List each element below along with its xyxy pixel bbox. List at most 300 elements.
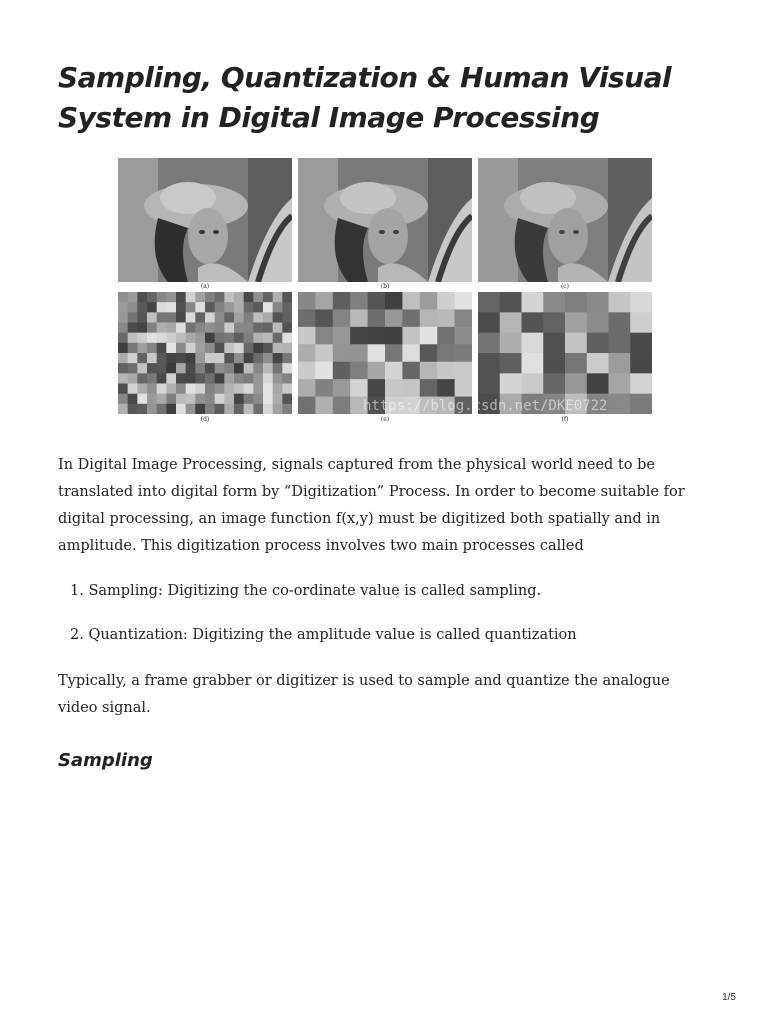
pixel-block: [176, 404, 186, 414]
pixel-block: [157, 363, 167, 374]
pixel-block: [147, 292, 157, 303]
pixel-block: [263, 292, 273, 303]
pixel-block: [166, 404, 176, 414]
section-heading-sampling: Sampling: [58, 750, 153, 771]
pixel-block: [273, 292, 283, 303]
pixel-block: [147, 373, 157, 384]
pixel-block: [273, 394, 283, 405]
pixel-block: [368, 292, 386, 310]
pixel-block: [186, 384, 196, 395]
pixel-block: [195, 302, 205, 313]
pixel-block: [455, 327, 472, 345]
pixel-block: [385, 344, 403, 362]
pixel-block: [128, 404, 138, 414]
pixel-block: [350, 344, 368, 362]
pixel-block: [137, 373, 147, 384]
pixel-block: [253, 404, 263, 414]
pixel-block: [263, 343, 273, 354]
caption-d: (d): [200, 416, 210, 423]
pixel-block: [315, 344, 333, 362]
pixel-block: [128, 323, 138, 334]
pixel-block: [118, 363, 128, 374]
pixel-block: [234, 394, 244, 405]
pixel-block: [244, 323, 254, 334]
caption-c: (c): [560, 283, 570, 290]
pixel-block: [157, 292, 167, 303]
pixel-block: [137, 363, 147, 374]
pixel-block: [205, 292, 215, 303]
pixel-block: [157, 384, 167, 395]
pixel-block: [215, 312, 225, 323]
pixel-block: [244, 333, 254, 344]
pixel-block: [500, 292, 522, 313]
caption-f: (f): [561, 416, 569, 423]
pixel-block: [224, 373, 234, 384]
pixel-block: [630, 292, 652, 313]
pixel-block: [565, 292, 587, 313]
pixel-block: [402, 379, 420, 397]
pixel-block: [234, 333, 244, 344]
caption-a: (a): [200, 283, 210, 290]
pixel-block: [205, 404, 215, 414]
pixel-block: [420, 379, 438, 397]
pixel-block: [437, 309, 455, 327]
pixel-block: [137, 323, 147, 334]
pixel-block: [500, 373, 522, 394]
pixel-block: [253, 333, 263, 344]
pixel-block: [244, 343, 254, 354]
pixel-block: [137, 292, 147, 303]
pixel-block: [522, 373, 544, 394]
pixel-block: [385, 379, 403, 397]
pixel-block: [234, 373, 244, 384]
pixel-block: [195, 292, 205, 303]
pixel-block: [333, 362, 351, 380]
pixel-block: [244, 384, 254, 395]
pixel-block: [609, 312, 631, 333]
pixel-block: [195, 363, 205, 374]
pixel-block: [253, 394, 263, 405]
pixel-block: [166, 323, 176, 334]
pixel-block: [137, 302, 147, 313]
pixel-block: [224, 292, 234, 303]
pixel-block: [437, 344, 455, 362]
figure-panel-c: [478, 158, 652, 282]
pixel-block: [224, 384, 234, 395]
pixel-block: [205, 353, 215, 364]
pixel-block: [587, 292, 609, 313]
pixel-block: [282, 373, 292, 384]
pixel-block: [263, 312, 273, 323]
pixel-block: [147, 384, 157, 395]
pixel-block: [298, 362, 316, 380]
pixel-block: [282, 394, 292, 405]
pixel-block: [166, 343, 176, 354]
figure-watermark: https://blog.csdn.net/DKE0722: [363, 398, 608, 414]
list-item-quantization: 2. Quantization: Digitizing the amplitude value is called quantization: [70, 627, 577, 643]
pixel-block: [205, 373, 215, 384]
pixel-block: [478, 312, 500, 333]
pixel-block: [273, 373, 283, 384]
pixel-block: [176, 292, 186, 303]
pixel-block: [402, 327, 420, 345]
pixel-block: [205, 394, 215, 405]
pixel-block: [587, 312, 609, 333]
pixel-block: [478, 333, 500, 354]
pixel-block: [137, 353, 147, 364]
pixel-block: [157, 312, 167, 323]
pixel-block: [128, 292, 138, 303]
pixel-block: [176, 384, 186, 395]
pixel-block: [385, 292, 403, 310]
pixel-block: [282, 363, 292, 374]
pixel-block: [315, 309, 333, 327]
pixel-block: [263, 404, 273, 414]
pixel-block: [224, 404, 234, 414]
pixel-block: [253, 373, 263, 384]
pixel-block: [315, 362, 333, 380]
pixel-block: [186, 302, 196, 313]
pixel-block: [368, 309, 386, 327]
pixel-block: [186, 323, 196, 334]
pixel-block: [195, 384, 205, 395]
pixel-block: [609, 394, 631, 414]
pixel-block: [234, 353, 244, 364]
pixel-block: [205, 343, 215, 354]
pixel-block: [176, 302, 186, 313]
pixel-block: [282, 333, 292, 344]
pixel-block: [118, 404, 128, 414]
pixel-block: [118, 394, 128, 405]
pixel-block: [147, 343, 157, 354]
pixel-block: [298, 309, 316, 327]
pixel-block: [565, 353, 587, 374]
pixel-block: [195, 404, 205, 414]
pixel-block: [333, 327, 351, 345]
pixel-block: [147, 333, 157, 344]
pixel-block: [263, 384, 273, 395]
pixel-block: [385, 327, 403, 345]
pixel-block: [273, 404, 283, 414]
pixel-block: [253, 312, 263, 323]
pixel-block: [282, 353, 292, 364]
pixel-block: [166, 373, 176, 384]
pixel-block: [263, 333, 273, 344]
pixel-block: [118, 343, 128, 354]
pixel-block: [224, 333, 234, 344]
pixel-block: [234, 323, 244, 334]
pixel-block: [333, 344, 351, 362]
pixel-block: [565, 333, 587, 354]
pixel-block: [166, 353, 176, 364]
document-title: Sampling, Quantization & Human Visual System in Digital Image Processing: [58, 61, 672, 134]
pixel-block: [234, 363, 244, 374]
pixel-block: [253, 353, 263, 364]
pixel-block: [333, 379, 351, 397]
pixel-block: [350, 362, 368, 380]
pixel-block: [147, 353, 157, 364]
pixel-block: [263, 363, 273, 374]
pixel-block: [455, 379, 472, 397]
pixel-block: [500, 312, 522, 333]
pixel-block: [186, 312, 196, 323]
pixel-block: [234, 302, 244, 313]
pixel-block: [224, 343, 234, 354]
pixel-block: [522, 333, 544, 354]
pixel-block: [253, 292, 263, 303]
pixel-block: [176, 312, 186, 323]
pixel-block: [587, 353, 609, 374]
pixel-block: [273, 302, 283, 313]
pixel-block: [147, 394, 157, 405]
pixel-block: [402, 344, 420, 362]
pixel-block: [630, 394, 652, 414]
pixel-block: [166, 384, 176, 395]
pixel-block: [244, 394, 254, 405]
pixel-block: [298, 397, 316, 414]
pixel-block: [500, 353, 522, 374]
pixel-block: [166, 312, 176, 323]
pixel-block: [244, 363, 254, 374]
pixel-block: [385, 309, 403, 327]
pixel-block: [157, 302, 167, 313]
pixel-block: [333, 397, 351, 414]
pixel-block: [437, 327, 455, 345]
pixel-block: [234, 343, 244, 354]
pixel-block: [215, 353, 225, 364]
pixel-block: [205, 302, 215, 313]
pixel-block: [333, 309, 351, 327]
pixel-block: [273, 312, 283, 323]
pixel-block: [282, 404, 292, 414]
pixel-block: [205, 363, 215, 374]
pixel-block: [500, 333, 522, 354]
pixel-block: [224, 363, 234, 374]
pixel-block: [176, 323, 186, 334]
pixel-block: [244, 302, 254, 313]
pixel-block: [157, 333, 167, 344]
pixel-block: [205, 323, 215, 334]
pixel-block: [128, 363, 138, 374]
pixel-block: [234, 384, 244, 395]
pixel-block: [263, 353, 273, 364]
pixel-block: [244, 353, 254, 364]
pixel-block: [263, 323, 273, 334]
pixel-block: [176, 373, 186, 384]
pixel-block: [273, 333, 283, 344]
pixel-block: [315, 379, 333, 397]
pixel-block: [420, 344, 438, 362]
pixel-block: [437, 379, 455, 397]
pixel-block: [147, 302, 157, 313]
pixel-block: [478, 292, 500, 313]
pixel-block: [402, 362, 420, 380]
pixel-block: [543, 353, 565, 374]
pixel-block: [157, 353, 167, 364]
pixel-block: [455, 344, 472, 362]
pixel-block: [282, 323, 292, 334]
caption-b: (b): [380, 283, 390, 290]
pixel-block: [543, 292, 565, 313]
pixel-block: [263, 373, 273, 384]
pixel-block: [215, 302, 225, 313]
pixel-block: [118, 333, 128, 344]
figure-panel-f: [478, 292, 652, 414]
figure-panel-e: [298, 292, 472, 414]
pixel-block: [244, 373, 254, 384]
pixel-block: [128, 302, 138, 313]
pixel-block: [147, 323, 157, 334]
pixel-block: [315, 397, 333, 414]
pixel-block: [282, 343, 292, 354]
pixel-block: [205, 312, 215, 323]
page-number: 1/5: [722, 992, 736, 1003]
pixel-block: [244, 292, 254, 303]
pixel-block: [166, 394, 176, 405]
pixel-block: [385, 362, 403, 380]
pixel-block: [298, 292, 316, 310]
pixel-block: [543, 333, 565, 354]
pixel-block: [186, 333, 196, 344]
pixel-block: [157, 343, 167, 354]
pixel-block: [298, 344, 316, 362]
pixel-block: [215, 292, 225, 303]
figure-panel-b: [298, 158, 472, 282]
pixel-block: [253, 323, 263, 334]
pixel-block: [587, 333, 609, 354]
pixel-block: [137, 333, 147, 344]
pixel-block: [565, 373, 587, 394]
pixel-block: [224, 394, 234, 405]
pixel-block: [147, 312, 157, 323]
pixel-block: [273, 343, 283, 354]
pixel-block: [234, 312, 244, 323]
pixel-block: [215, 333, 225, 344]
pixel-block: [118, 302, 128, 313]
pixel-block: [205, 384, 215, 395]
pixel-block: [244, 312, 254, 323]
pixel-block: [128, 333, 138, 344]
pixel-block: [215, 384, 225, 395]
pixel-block: [118, 384, 128, 395]
pixel-block: [195, 343, 205, 354]
pixel-block: [186, 343, 196, 354]
pixel-block: [420, 327, 438, 345]
pixel-block: [273, 384, 283, 395]
pixel-block: [253, 384, 263, 395]
pixel-block: [186, 353, 196, 364]
figure-panel-a: [118, 158, 292, 282]
pixel-block: [215, 404, 225, 414]
pixel-block: [186, 394, 196, 405]
intro-paragraph: In Digital Image Processing, signals captured from the physical world need to be translated into digital form by “Digitization” Process. In order to become suitable for digital processing, an image function f(x,y) must be digitized both spatially and in amplitude. This digitization process involves two main processes called: [58, 457, 685, 554]
pixel-block: [176, 343, 186, 354]
pixel-block: [205, 333, 215, 344]
pixel-block: [118, 312, 128, 323]
pixel-block: [315, 327, 333, 345]
pixel-block: [244, 404, 254, 414]
pixel-block: [137, 312, 147, 323]
pixel-block: [186, 373, 196, 384]
pixel-block: [195, 394, 205, 405]
pixel-block: [176, 394, 186, 405]
pixel-block: [368, 362, 386, 380]
pixel-block: [522, 292, 544, 313]
pixel-block: [147, 363, 157, 374]
pixel-block: [298, 379, 316, 397]
pixel-block: [166, 333, 176, 344]
caption-e: (e): [380, 416, 390, 423]
pixel-block: [522, 312, 544, 333]
pixel-block: [128, 384, 138, 395]
pixel-block: [282, 292, 292, 303]
pixel-block: [630, 333, 652, 354]
pixel-block: [118, 292, 128, 303]
pixel-block: [609, 373, 631, 394]
pixel-block: [298, 327, 316, 345]
pixel-block: [315, 292, 333, 310]
pixel-block: [455, 292, 472, 310]
pixel-block: [609, 292, 631, 313]
pixel-block: [609, 353, 631, 374]
pixel-block: [263, 302, 273, 313]
pixel-block: [128, 343, 138, 354]
pixel-block: [253, 343, 263, 354]
pixel-block: [234, 404, 244, 414]
pixel-block: [368, 344, 386, 362]
pixel-block: [282, 302, 292, 313]
pixel-block: [350, 292, 368, 310]
pixel-block: [630, 353, 652, 374]
pixel-block: [224, 323, 234, 334]
pixel-block: [543, 373, 565, 394]
pixel-block: [609, 333, 631, 354]
pixel-block: [273, 363, 283, 374]
pixel-block: [195, 312, 205, 323]
pixel-block: [137, 394, 147, 405]
pixel-block: [402, 309, 420, 327]
pixel-block: [437, 362, 455, 380]
pixel-block: [137, 404, 147, 414]
pixel-block: [128, 312, 138, 323]
pixel-block: [186, 292, 196, 303]
pixel-block: [215, 373, 225, 384]
pixel-block: [215, 323, 225, 334]
pixel-block: [128, 373, 138, 384]
pixel-block: [420, 309, 438, 327]
pixel-block: [118, 323, 128, 334]
pixel-block: [402, 292, 420, 310]
pixel-block: [157, 373, 167, 384]
pixel-block: [253, 363, 263, 374]
sampling-figure: [118, 158, 652, 428]
pixel-block: [437, 292, 455, 310]
figure-panel-d: [118, 292, 292, 414]
pixel-block: [630, 373, 652, 394]
pixel-block: [224, 312, 234, 323]
pixel-block: [368, 327, 386, 345]
pixel-block: [478, 373, 500, 394]
pixel-block: [350, 327, 368, 345]
pixel-block: [420, 292, 438, 310]
pixel-block: [166, 292, 176, 303]
pixel-block: [128, 353, 138, 364]
pixel-block: [273, 353, 283, 364]
pixel-block: [195, 333, 205, 344]
pixel-block: [157, 394, 167, 405]
pixel-block: [118, 373, 128, 384]
pixel-block: [253, 302, 263, 313]
